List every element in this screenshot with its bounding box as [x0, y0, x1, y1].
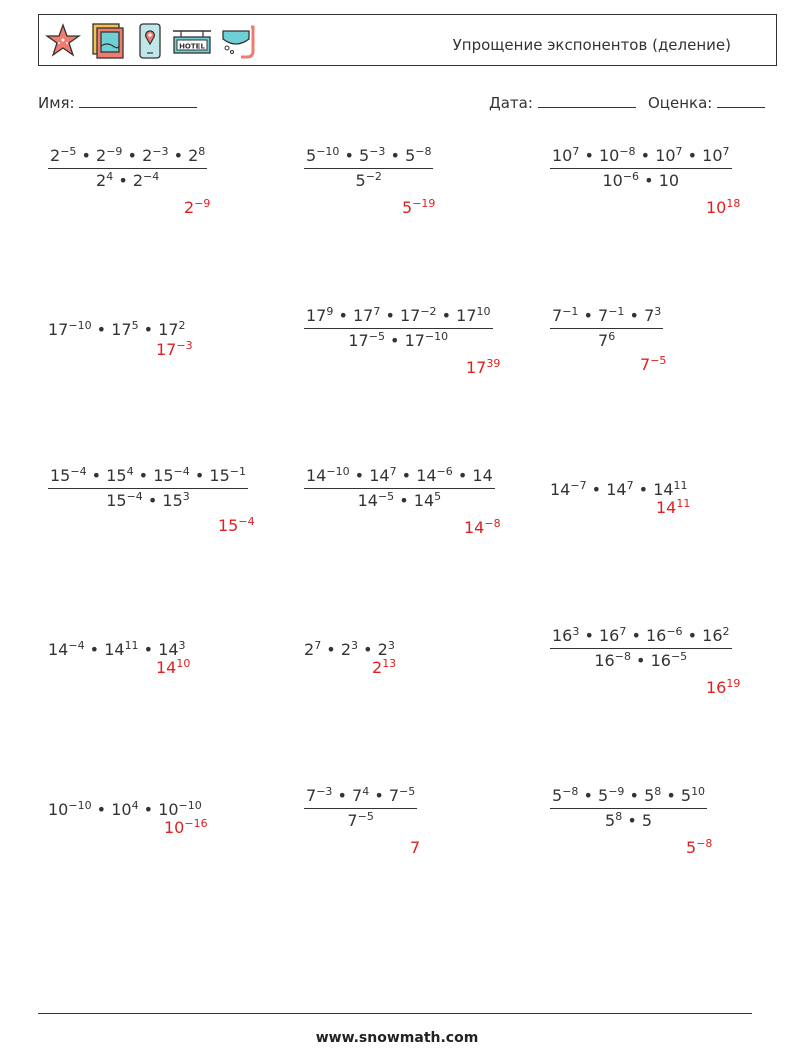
multiply-dot: • — [457, 466, 468, 485]
term-exponent: 8 — [198, 145, 206, 158]
term-base: 15 — [50, 466, 71, 485]
term-base: 10 — [158, 800, 179, 819]
term-exponent: −4 — [173, 465, 190, 478]
exponent-problem — [550, 146, 732, 190]
answer — [372, 658, 396, 677]
denominator — [550, 329, 663, 350]
term-base: 14 — [357, 491, 378, 510]
answer-base: 15 — [218, 516, 239, 535]
answer — [402, 198, 435, 217]
term-exponent: 5 — [434, 490, 442, 503]
multiply-dot: • — [687, 626, 698, 645]
term-base: 7 — [347, 811, 358, 830]
fraction — [48, 466, 248, 510]
term-exponent: −2 — [365, 170, 382, 183]
term-exponent: −10 — [68, 319, 92, 332]
term-exponent: −8 — [614, 650, 631, 663]
term-exponent: −5 — [399, 785, 416, 798]
numerator — [550, 786, 707, 808]
answer-exponent: 11 — [676, 497, 691, 510]
multiply-dot: • — [390, 331, 400, 350]
term-base: 7 — [644, 306, 655, 325]
multiply-dot: • — [89, 640, 100, 659]
term-base: 15 — [209, 466, 230, 485]
term-base: 15 — [106, 466, 127, 485]
term-exponent: 3 — [182, 490, 190, 503]
term-exponent: −4 — [68, 639, 85, 652]
term-base: 16 — [598, 626, 620, 645]
exponent-problem — [550, 786, 707, 830]
term-base: 17 — [48, 320, 69, 339]
header-icons — [43, 21, 259, 61]
fraction — [550, 626, 732, 670]
term-base: 14 — [306, 466, 327, 485]
date-blank[interactable] — [538, 93, 636, 108]
term-exponent: −10 — [326, 465, 350, 478]
denominator — [48, 169, 207, 190]
answer-exponent: −3 — [176, 339, 193, 352]
term-base: 17 — [348, 331, 369, 350]
exponent-problem — [304, 786, 417, 830]
answer-base: 14 — [156, 658, 177, 677]
term-base: 10 — [48, 800, 69, 819]
term-base: 10 — [598, 146, 620, 165]
answer-base: 5 — [686, 838, 697, 857]
term-base: 14 — [416, 466, 437, 485]
exponent-problem — [304, 306, 493, 350]
term-exponent: 3 — [178, 639, 186, 652]
term-base: 14 — [550, 480, 571, 499]
answer-exponent: −16 — [184, 817, 208, 830]
answer-base: 14 — [656, 498, 677, 517]
answer — [164, 818, 208, 837]
multiply-dot: • — [363, 640, 373, 659]
footer-url: www.snowmath.com — [315, 1030, 479, 1046]
term-base: 5 — [641, 811, 653, 830]
term-exponent: −5 — [670, 650, 688, 663]
multiply-dot: • — [91, 466, 102, 485]
term-base: 2 — [142, 146, 153, 165]
term-exponent: 2 — [178, 319, 186, 332]
term-base: 15 — [153, 466, 174, 485]
multiply-dot: • — [338, 306, 348, 325]
term-base: 5 — [355, 171, 366, 190]
answer — [656, 498, 690, 517]
multiply-dot: • — [638, 480, 649, 499]
exponent-problem — [48, 800, 202, 819]
term-base: 2 — [132, 171, 144, 190]
multiply-dot: • — [143, 640, 154, 659]
answer-base: 10 — [164, 818, 185, 837]
term-base: 10 — [602, 171, 623, 190]
term-exponent: −5 — [357, 810, 374, 823]
term-base: 2 — [188, 146, 199, 165]
answer — [184, 198, 210, 217]
answer-exponent: 19 — [726, 677, 741, 690]
term-base: 5 — [306, 146, 317, 165]
answer-exponent: −4 — [238, 515, 255, 528]
term-exponent: −9 — [608, 785, 625, 798]
denominator — [550, 649, 732, 670]
denominator — [304, 489, 495, 510]
term-exponent: 8 — [654, 785, 662, 798]
multiply-dot: • — [631, 626, 641, 645]
term-exponent: 3 — [654, 305, 662, 318]
term-exponent: −5 — [377, 490, 395, 503]
exponent-problem — [48, 146, 207, 190]
term-exponent: 3 — [351, 639, 358, 652]
term-exponent: −3 — [316, 785, 333, 798]
term-exponent: −6 — [436, 465, 453, 478]
term-base: 7 — [306, 786, 317, 805]
svg-text:HOTEL: HOTEL — [179, 42, 205, 51]
numerator — [304, 146, 433, 168]
grade-field[interactable] — [648, 93, 765, 112]
term-base: 7 — [552, 306, 563, 325]
term-base: 7 — [598, 331, 609, 350]
grade-blank[interactable] — [717, 93, 765, 108]
term-exponent: −7 — [570, 479, 587, 492]
term-base: 15 — [162, 491, 183, 510]
term-base: 16 — [650, 651, 671, 670]
term-exponent: −4 — [143, 170, 160, 183]
term-exponent: 4 — [106, 170, 114, 183]
fraction — [304, 786, 417, 830]
answer-base: 10 — [706, 198, 727, 217]
term-exponent: 7 — [572, 145, 580, 158]
answer-exponent: 39 — [486, 357, 501, 370]
fraction — [304, 466, 495, 510]
term-base: 2 — [96, 146, 107, 165]
hotel-sign-icon — [171, 21, 213, 61]
multiply-dot: • — [644, 171, 654, 190]
multiply-dot: • — [636, 651, 646, 670]
term-base: 5 — [405, 146, 416, 165]
multiply-dot: • — [96, 800, 107, 819]
term-exponent: 2 — [722, 625, 730, 638]
denominator — [550, 169, 732, 190]
term-base: 7 — [388, 786, 400, 805]
numerator — [48, 466, 248, 488]
multiply-dot: • — [143, 800, 154, 819]
term-base: 14 — [48, 640, 69, 659]
term-exponent: −1 — [229, 465, 246, 478]
term-exponent: 7 — [314, 639, 322, 652]
answer — [410, 838, 420, 857]
answer-base: 17 — [156, 340, 177, 359]
answer-base: 17 — [466, 358, 487, 377]
term-base: 7 — [598, 306, 609, 325]
date-label: Дата: — [489, 94, 533, 112]
term-exponent: 7 — [389, 465, 397, 478]
multiply-dot: • — [127, 146, 137, 165]
postcards-icon — [89, 21, 129, 61]
exponent-problem — [48, 320, 186, 339]
exponent-problem — [550, 480, 688, 499]
term-base: 17 — [352, 306, 374, 325]
term-exponent: 8 — [615, 810, 623, 823]
multiply-dot: • — [96, 320, 107, 339]
term-exponent: −1 — [608, 305, 625, 318]
multiply-dot: • — [441, 306, 452, 325]
term-exponent: 5 — [131, 319, 139, 332]
date-field[interactable] — [489, 93, 636, 112]
term-exponent: −2 — [420, 305, 437, 318]
answer-exponent: 18 — [726, 197, 741, 210]
multiply-dot: • — [354, 466, 365, 485]
term-exponent: −6 — [622, 170, 640, 183]
multiply-dot: • — [194, 466, 205, 485]
multiply-dot: • — [344, 146, 354, 165]
exponent-problem — [48, 640, 186, 659]
term-base: 16 — [552, 626, 573, 645]
term-base: 17 — [399, 306, 421, 325]
exponent-problem — [550, 626, 732, 670]
multiply-dot: • — [629, 306, 639, 325]
multiply-dot: • — [118, 171, 128, 190]
multiply-dot: • — [640, 146, 651, 165]
term-base: 16 — [702, 626, 723, 645]
product-expression — [48, 800, 202, 819]
term-base: 10 — [702, 146, 723, 165]
term-base: 17 — [158, 320, 179, 339]
term-exponent: −8 — [415, 145, 432, 158]
answer-base: 5 — [402, 198, 413, 217]
multiply-dot: • — [584, 626, 594, 645]
grade-label: Оценка: — [648, 94, 713, 112]
answer — [706, 678, 740, 697]
term-exponent: −10 — [316, 145, 340, 158]
numerator — [550, 306, 663, 328]
term-base: 14 — [413, 491, 435, 510]
term-base: 17 — [404, 331, 425, 350]
fraction — [304, 146, 433, 190]
multiply-dot: • — [583, 306, 593, 325]
answer-base: 16 — [706, 678, 727, 697]
answer-exponent: −5 — [650, 354, 667, 367]
snorkel-mask-icon — [219, 21, 259, 61]
term-exponent: −5 — [368, 330, 385, 343]
denominator — [550, 809, 707, 830]
product-expression — [48, 640, 186, 659]
phone-location-icon — [135, 21, 165, 61]
answer-base: 2 — [184, 198, 195, 217]
term-exponent: −10 — [424, 330, 449, 343]
answer — [640, 355, 666, 374]
term-base: 5 — [680, 786, 692, 805]
term-base: 14 — [369, 466, 390, 485]
answer-base: 7 — [640, 355, 651, 374]
term-base: 5 — [552, 786, 563, 805]
term-base: 5 — [598, 786, 609, 805]
denominator — [304, 329, 493, 350]
term-exponent: −4 — [126, 490, 143, 503]
term-base: 14 — [158, 640, 179, 659]
term-exponent: 4 — [131, 799, 139, 812]
multiply-dot: • — [666, 786, 676, 805]
term-exponent: 4 — [362, 785, 370, 798]
multiply-dot: • — [385, 306, 395, 325]
numerator — [304, 786, 417, 808]
numerator — [304, 306, 493, 328]
term-exponent: −3 — [152, 145, 169, 158]
term-exponent: 11 — [673, 479, 688, 492]
term-exponent: 3 — [387, 639, 395, 652]
term-exponent: 3 — [572, 625, 580, 638]
term-base: 2 — [50, 146, 61, 165]
term-base: 16 — [594, 651, 615, 670]
answer-base: 14 — [464, 518, 485, 537]
multiply-dot: • — [143, 320, 154, 339]
term-exponent: −5 — [60, 145, 77, 158]
numerator — [304, 466, 495, 488]
term-exponent: −4 — [70, 465, 87, 478]
denominator — [304, 169, 433, 190]
denominator — [48, 489, 248, 510]
answer — [464, 518, 501, 537]
term-exponent: 10 — [691, 785, 706, 798]
multiply-dot: • — [173, 146, 183, 165]
name-field[interactable] — [38, 93, 197, 112]
term-base: 5 — [605, 811, 616, 830]
term-base: 14 — [472, 466, 493, 485]
answer — [686, 838, 712, 857]
starfish-icon — [43, 21, 83, 61]
answer-exponent: −8 — [696, 837, 713, 850]
multiply-dot: • — [138, 466, 149, 485]
multiply-dot: • — [584, 146, 594, 165]
term-base: 14 — [104, 640, 125, 659]
worksheet-title: Упрощение экспонентов (деление) — [452, 36, 731, 54]
multiply-dot: • — [337, 786, 347, 805]
term-base: 2 — [304, 640, 315, 659]
answer-base: 2 — [372, 658, 383, 677]
term-base: 17 — [306, 306, 327, 325]
answer — [156, 340, 193, 359]
fraction — [304, 306, 493, 350]
answer-exponent: −9 — [194, 197, 211, 210]
exponent-problem — [304, 466, 495, 510]
numerator — [550, 146, 732, 168]
term-base: 2 — [340, 640, 351, 659]
term-exponent: −3 — [369, 145, 386, 158]
term-exponent: 10 — [476, 305, 491, 318]
multiply-dot: • — [147, 491, 158, 510]
multiply-dot: • — [401, 466, 412, 485]
term-base: 17 — [111, 320, 132, 339]
term-base: 17 — [456, 306, 477, 325]
multiply-dot: • — [326, 640, 336, 659]
fraction — [550, 306, 663, 350]
answer-exponent: −19 — [412, 197, 436, 210]
numerator — [550, 626, 732, 648]
term-exponent: 7 — [626, 479, 634, 492]
term-exponent: 4 — [126, 465, 134, 478]
multiply-dot: • — [591, 480, 602, 499]
answer — [156, 658, 190, 677]
term-exponent: 9 — [326, 305, 334, 318]
multiply-dot: • — [629, 786, 639, 805]
term-exponent: −8 — [619, 145, 636, 158]
exponent-problem — [304, 146, 433, 190]
multiply-dot: • — [627, 811, 637, 830]
term-base: 2 — [96, 171, 107, 190]
term-base: 10 — [658, 171, 680, 190]
numerator — [48, 146, 207, 168]
multiply-dot: • — [390, 146, 400, 165]
term-exponent: −1 — [562, 305, 579, 318]
term-base: 10 — [655, 146, 676, 165]
exponent-problem — [48, 466, 248, 510]
answer-exponent: 10 — [176, 657, 191, 670]
term-exponent: 7 — [619, 625, 627, 638]
term-base: 10 — [111, 800, 132, 819]
term-exponent: 7 — [675, 145, 683, 158]
term-base: 14 — [653, 480, 674, 499]
multiply-dot: • — [399, 491, 409, 510]
term-exponent: 6 — [608, 330, 616, 343]
term-base: 7 — [352, 786, 363, 805]
term-exponent: −8 — [562, 785, 579, 798]
fraction — [550, 786, 707, 830]
multiply-dot: • — [583, 786, 593, 805]
term-exponent: −9 — [106, 145, 123, 158]
answer — [218, 516, 255, 535]
multiply-dot: • — [374, 786, 384, 805]
term-base: 15 — [106, 491, 127, 510]
answer-base: 7 — [410, 838, 421, 857]
denominator — [304, 809, 417, 830]
name-label: Имя: — [38, 94, 75, 112]
multiply-dot: • — [687, 146, 698, 165]
term-exponent: −10 — [178, 799, 202, 812]
term-base: 10 — [552, 146, 573, 165]
term-exponent: 7 — [373, 305, 381, 318]
term-base: 14 — [606, 480, 627, 499]
term-exponent: −6 — [666, 625, 683, 638]
fraction — [550, 146, 732, 190]
term-exponent: 7 — [722, 145, 730, 158]
answer-exponent: 13 — [382, 657, 397, 670]
answer — [706, 198, 740, 217]
term-exponent: −10 — [68, 799, 92, 812]
term-base: 16 — [645, 626, 667, 645]
product-expression — [48, 320, 186, 339]
name-blank[interactable] — [79, 93, 197, 108]
multiply-dot: • — [81, 146, 91, 165]
term-base: 2 — [377, 640, 388, 659]
answer-exponent: −8 — [484, 517, 501, 530]
answer — [466, 358, 500, 377]
term-base: 5 — [644, 786, 655, 805]
product-expression — [550, 480, 688, 499]
worksheet-header — [38, 14, 777, 66]
fraction — [48, 146, 207, 190]
footer-divider — [38, 1013, 752, 1014]
exponent-problem — [550, 306, 663, 350]
term-base: 5 — [359, 146, 370, 165]
term-exponent: 11 — [124, 639, 139, 652]
